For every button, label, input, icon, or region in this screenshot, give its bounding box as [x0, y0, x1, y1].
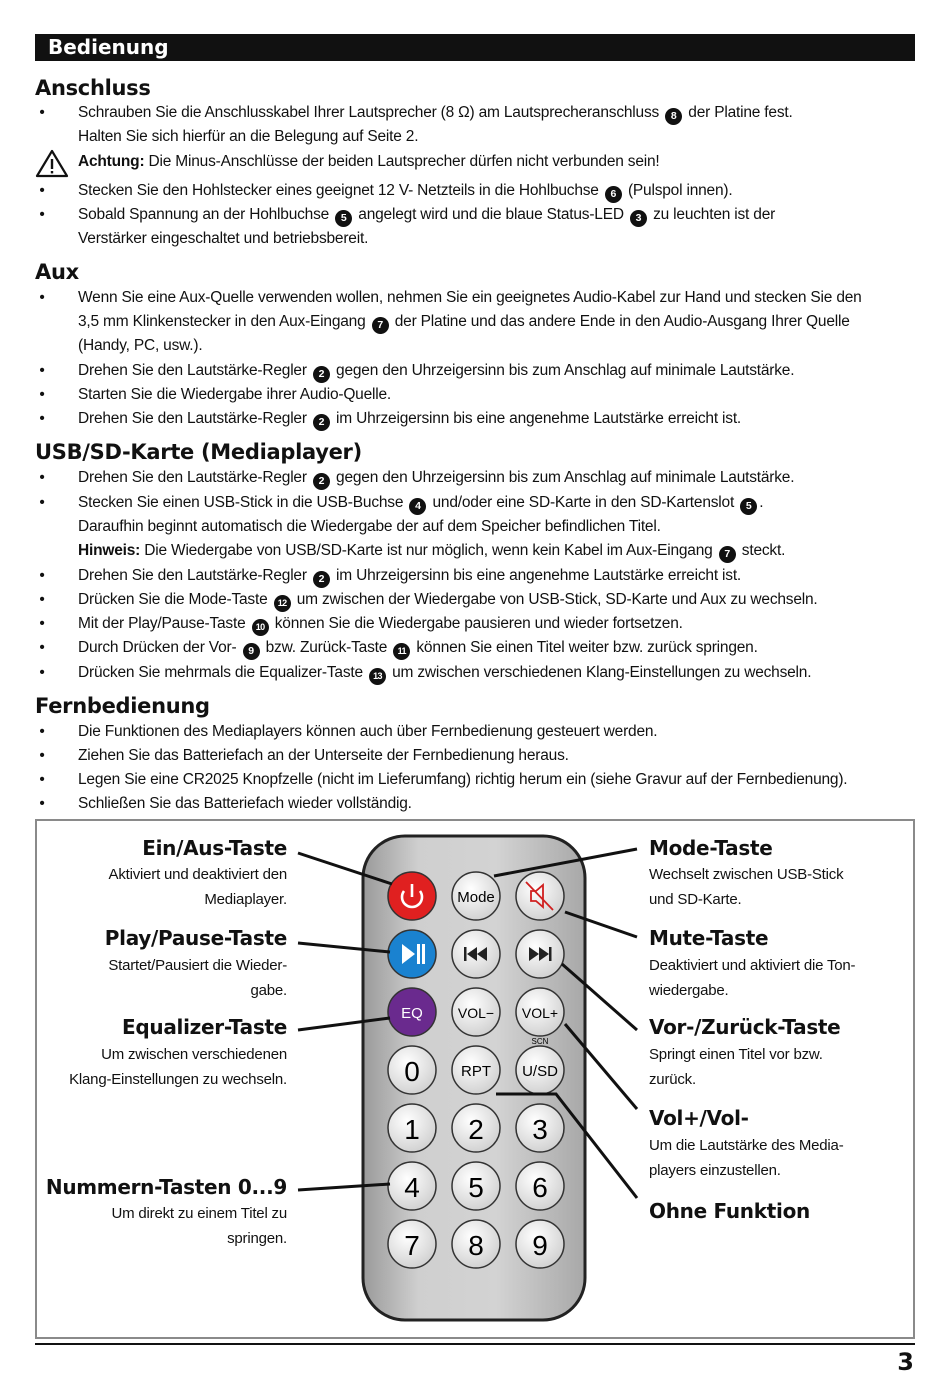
- usb-sd-button: [516, 1046, 564, 1094]
- svg-text:0: 0: [404, 1056, 420, 1087]
- scn-label: SCN: [531, 1037, 549, 1046]
- svg-text:U/SD: U/SD: [522, 1063, 558, 1080]
- svg-text:4: 4: [404, 1172, 420, 1203]
- label-skip-desc: zurück.: [649, 1071, 696, 1088]
- label-mode-desc: und SD-Karte.: [649, 891, 742, 908]
- ref-badge: 12: [274, 595, 291, 612]
- label-vol-desc: players einzustellen.: [649, 1162, 781, 1179]
- ref-badge: 7: [372, 317, 389, 334]
- ref-badge: 2: [313, 414, 330, 431]
- volume-up-button: [516, 988, 564, 1036]
- label-play-title: Play/Pause-Taste: [104, 926, 287, 950]
- label-numbers-title: Nummern-Tasten 0...9: [45, 1175, 287, 1199]
- label-mode-desc: Wechselt zwischen USB-Stick: [649, 866, 844, 883]
- svg-text:9: 9: [532, 1230, 548, 1261]
- label-onoff-desc: Aktiviert und deaktiviert den: [108, 866, 287, 883]
- section-title: Bedienung: [48, 35, 169, 59]
- mode-button: [452, 872, 500, 920]
- vol-plus-label: VOL+: [521, 1005, 559, 1021]
- eq-button-label: EQ: [401, 1005, 423, 1022]
- svg-text:6: 6: [532, 1172, 548, 1203]
- label-eq-desc: Um zwischen verschiedenen: [101, 1046, 287, 1063]
- volume-down-button: [452, 988, 500, 1036]
- next-button: [516, 930, 564, 978]
- label-skip-title: Vor-/Zurück-Taste: [649, 1015, 841, 1039]
- label-eq-title: Equalizer-Taste: [122, 1015, 287, 1039]
- label-play-desc: gabe.: [250, 982, 287, 999]
- label-onoff-desc: Mediaplayer.: [204, 891, 287, 908]
- heading-usb-sd: USB/SD-Karte (Mediaplayer): [35, 440, 362, 464]
- number-9-button: [516, 1220, 564, 1268]
- number-0-button: [388, 1046, 436, 1094]
- label-eq-desc: Klang-Einstellungen zu wechseln.: [69, 1071, 287, 1088]
- label-skip-desc: Springt einen Titel vor bzw.: [649, 1046, 823, 1063]
- equalizer-button: [388, 988, 436, 1036]
- label-mute-desc: wiedergabe.: [649, 982, 729, 999]
- ref-badge: 2: [313, 473, 330, 490]
- number-2-button: [452, 1104, 500, 1152]
- heading-aux: Aux: [35, 260, 79, 284]
- power-button: [388, 872, 436, 920]
- svg-text:8: 8: [468, 1230, 484, 1261]
- number-1-button: [388, 1104, 436, 1152]
- number-6-button: [516, 1162, 564, 1210]
- label-numbers-desc: Um direkt zu einem Titel zu: [111, 1205, 287, 1222]
- ref-badge: 4: [409, 498, 426, 515]
- ref-badge: 3: [630, 210, 647, 227]
- ref-badge: 8: [665, 108, 682, 125]
- ref-badge: 2: [313, 366, 330, 383]
- label-mute-desc: Deaktiviert und aktiviert die Ton-: [649, 957, 856, 974]
- label-mode-title: Mode-Taste: [649, 836, 773, 860]
- ref-badge: 10: [252, 619, 269, 636]
- number-8-button: [452, 1220, 500, 1268]
- svg-text:2: 2: [468, 1114, 484, 1145]
- label-nofunc-title: Ohne Funktion: [649, 1199, 810, 1223]
- number-5-button: [452, 1162, 500, 1210]
- label-numbers-desc: springen.: [227, 1230, 287, 1247]
- mode-button-label: Mode: [457, 889, 495, 906]
- ref-badge: 6: [605, 186, 622, 203]
- ref-badge: 7: [719, 546, 736, 563]
- number-4-button: [388, 1162, 436, 1210]
- svg-text:1: 1: [404, 1114, 420, 1145]
- ref-badge: 5: [335, 210, 352, 227]
- svg-text:RPT: RPT: [461, 1063, 491, 1080]
- page-number: 3: [897, 1348, 914, 1376]
- ref-badge: 13: [369, 668, 386, 685]
- heading-fernbedienung: Fernbedienung: [35, 694, 210, 718]
- play-pause-button: [388, 930, 436, 978]
- ref-badge: 5: [740, 498, 757, 515]
- label-play-desc: Startet/Pausiert die Wieder-: [108, 957, 287, 974]
- footer-rule: [35, 1343, 915, 1345]
- heading-anschluss: Anschluss: [35, 76, 151, 100]
- ref-badge: 2: [313, 571, 330, 588]
- number-7-button: [388, 1220, 436, 1268]
- label-vol-desc: Um die Lautstärke des Media-: [649, 1137, 844, 1154]
- label-mute-title: Mute-Taste: [649, 926, 769, 950]
- ref-badge: 9: [243, 643, 260, 660]
- ref-badge: 11: [393, 643, 410, 660]
- vol-minus-label: VOL−: [457, 1005, 495, 1021]
- previous-button: [452, 930, 500, 978]
- repeat-button: [452, 1046, 500, 1094]
- svg-text:3: 3: [532, 1114, 548, 1145]
- svg-text:5: 5: [468, 1172, 484, 1203]
- number-3-button: [516, 1104, 564, 1152]
- mute-button: [516, 872, 564, 920]
- svg-text:7: 7: [404, 1230, 420, 1261]
- label-vol-title: Vol+/Vol-: [649, 1106, 749, 1130]
- label-onoff-title: Ein/Aus-Taste: [142, 836, 287, 860]
